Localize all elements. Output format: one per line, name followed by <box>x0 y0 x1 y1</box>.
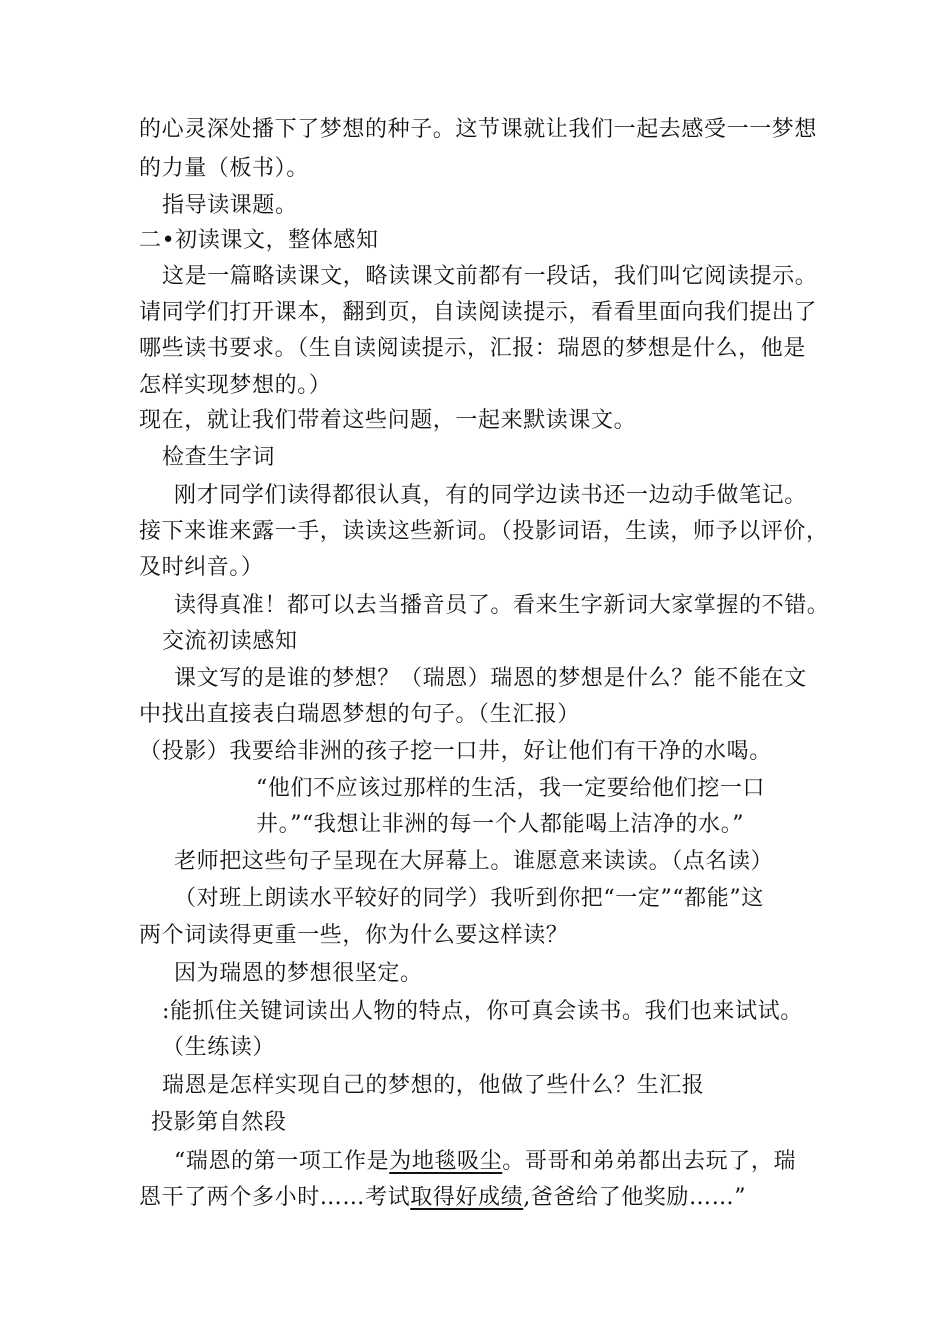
text-line: 因为瑞恩的梦想很坚定。 <box>174 961 423 986</box>
text-line: 指导读课题。 <box>162 193 298 218</box>
text-line: 课文写的是谁的梦想？（瑞恩）瑞恩的梦想是什么？能不能在文 <box>174 666 807 691</box>
text-line: 中找出直接表白瑞恩梦想的句子。（生汇报） <box>139 702 581 727</box>
quote-line: “他们不应该过那样的生活，我一定要给他们挖一口 <box>256 776 766 801</box>
text-line: （对班上朗读水平较好的同学）我听到你把“一定”“都能”这 <box>174 886 764 911</box>
text-line: （生练读） <box>162 1035 276 1060</box>
quote-paragraph-line <box>174 1147 796 1177</box>
subheading: 检查生字词 <box>162 445 276 470</box>
quote-text: 恩干了两个多小时……考试 <box>139 1185 411 1210</box>
text-line: 投影第自然段 <box>151 1110 287 1135</box>
text-line: 接下来谁来露一手，读读这些新词。（投影词语，生读，师予以评价， <box>139 519 829 544</box>
text-line: 现在，就让我们带着这些问题，一起来默读课文。 <box>139 408 637 433</box>
text-line: 这是一篇略读课文，略读课文前都有一段话，我们叫它阅读提示。 <box>162 264 818 289</box>
text-line: 请同学们打开课本，翻到页，自读阅读提示，看看里面向我们提出了 <box>139 300 818 325</box>
text-line: 哪些读书要求。（生自读阅读提示，汇报：瑞恩的梦想是什么，他是 <box>139 336 807 361</box>
text-line: 两个词读得更重一些，你为什么要这样读？ <box>139 923 569 948</box>
quote-paragraph-line <box>139 1183 746 1213</box>
text-line: 及时纠音。） <box>139 555 264 580</box>
underlined-phrase: 为地毯吸尘 <box>389 1149 503 1174</box>
text-line: 怎样实现梦想的。） <box>139 373 332 398</box>
quote-text: ,爸爸给了他奖励……” <box>523 1185 747 1210</box>
text-line: :能抓住关键词读出人物的特点，你可真会读书。我们也来试试。 <box>162 999 803 1024</box>
text-line: 的力量（板书）。 <box>139 156 309 181</box>
text-line: 刚才同学们读得都很认真，有的同学边读书还一边动手做笔记。 <box>174 483 807 508</box>
text-line: 读得真准！都可以去当播音员了。看来生字新词大家掌握的不错。 <box>174 593 830 618</box>
text-line: 老师把这些句子呈现在大屏幕上。谁愿意来读读。（点名读） <box>174 849 774 874</box>
text-line: 的心灵深处播下了梦想的种子。这节课就让我们一起去感受一一梦想 <box>139 117 818 142</box>
text-line: 瑞恩是怎样实现自己的梦想的，他做了些什么？生汇报 <box>162 1073 705 1098</box>
quote-line: 井。”“我想让非洲的每一个人都能喝上洁净的水。” <box>256 812 745 837</box>
subheading: 交流初读感知 <box>162 629 298 654</box>
text-line: （投影）我要给非洲的孩子挖一口井，好让他们有干净的水喝。 <box>139 739 772 764</box>
underlined-phrase: 取得好成绩 <box>410 1185 524 1210</box>
section-heading: 二•初读课文，整体感知 <box>139 228 379 253</box>
quote-text: “瑞恩的第一项工作是 <box>174 1149 390 1174</box>
quote-text: 。哥哥和弟弟都出去玩了，瑞 <box>502 1149 797 1174</box>
